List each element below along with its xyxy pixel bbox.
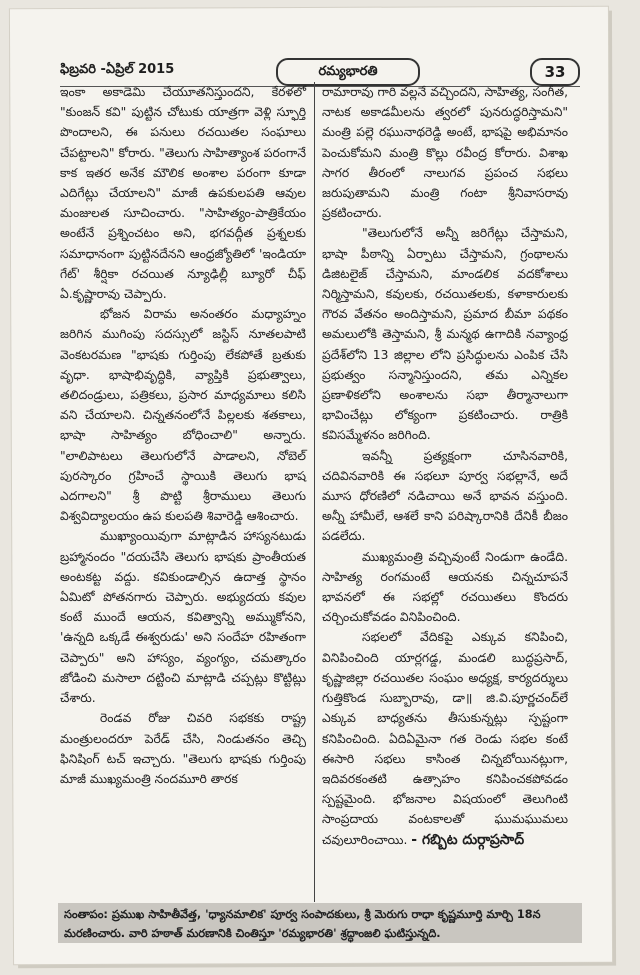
- paragraph: భోజన విరామ అనంతరం మధ్యాహ్నం జరిగిన ముగింపు సదస్సులో జస్టిస్ నూతలపాటి వెంకటరమణ "భాషకు గుర్తింపు లేకపోతే బ్రతుకు వృధా. భాషాభివృద్ధికి, వ్యాప్తికి ప్రభుత్వాలు, తలిదండ్రులు, పత్రికలు, ప్రసార మాధ్యమాలు కలిసి వని చేయాలని. చిన్నతనంలోనే పిల్లలకు శతకాలు, భాషా సాహిత్యం బోధించాలి" అన్నారు. "లాలిపాటలు తెలుగులోనే పాడాలని, నోబెల్ పురస్కారం గ్రహించే స్థాయికి తెలుగు భాష ఎదగాలని" శ్రీ పొట్టి శ్రీరాములు తెలుగు విశ్వవిద్యాలయం ఉప కులపతి శివారెడ్డి ఆశించారు.: [60, 307, 306, 524]
- right-column: [322, 82, 568, 850]
- paragraph: రామారావు గారి వల్లనే వచ్చిందని, సాహిత్య, సంగీత, నాటక అకాడమీలను త్వరలో పునరుద్ధరిస్తామని" మంత్రి పల్లె రఘునాథరెడ్డి అంటే, భాషపై అభిమానం పెంచుకోమని మంత్రి కొల్లు రవీంద్ర కోరారు. విశాఖ సాగర తీరంలో నాలుగవ ప్రపంచ సభలు జరుపుతామని మంత్రి గంటా శ్రీనివాసరావు ప్రకటించారు.: [322, 85, 568, 221]
- paragraph-text: సభలలో వేదికపై ఎక్కువ కనిపించి, వినిపించింది యార్లగడ్డ, మండలి బుద్ధప్రసాద్, కృష్ణాజిల్లా రచయితల సంఘం అధ్యక్ష, కార్యదర్శులు గుత్తికొండ సుబ్బారావు, డా॥ జి.వి.పూర్ణచంద్‌లే ఎక్కువ బాధ్యతను తీసుకున్నట్లు స్పష్టంగా కనిపించింది. ఏదిఏమైనా గత రెండు సభల కంటే ఈసారి సభలు కాసింత చిన్నబోయినట్లుగా, ఇదివరకంతటి ఉత్సాహం కనిపించకపోవడం స్పష్టమైంది. భోజనాల విషయంలో తెలుగింటి సాంప్రదాయ వంటకాలతో ఘుమఘుమలు చవులూరించాయి.: [322, 630, 568, 847]
- paragraph: ముఖ్యాంయివుగా మాట్లాడిన హాస్యనటుడు బ్రహ్మానందం "దయచేసి తెలుగు భాషకు ప్రాంతీయత అంటకట్ట వద్దు. కవికుండాల్సిన ఉదాత్త స్థానం ఏమిటో పోతనగారు చెప్పారు. అభ్యుదయ కవుల కంటే ముందే ఆయన, కవిత్వాన్ని అమ్ముకోనని, 'ఉన్నది ఒక్కడే ఈశ్వరుడు' అని సందేహ రహితంగా చెప్పారు" అని హాస్యం, వ్యంగ్యం, చమత్కారం జోడించి మసాలా దట్టించి మాట్లాడి చప్పట్లు కొట్టిట్లు చేశారు.: [60, 529, 306, 706]
- author-signature: - గబ్బిట దుర్గాప్రసాద్: [411, 831, 525, 848]
- paragraph: ముఖ్యమంత్రి వచ్చివుంటే నిండుగా ఉండేది. సాహిత్య రంగమంటే ఆయనకు చిన్నచూపనే భావనలో ఈ సభల్లో రచయితలు కొందరు చర్చించుకోవడం వినిపించింది.: [322, 549, 568, 625]
- paragraph: "తెలుగులోనే అన్నీ జరిగేట్లు చేస్తామని, భాషా పీఠాన్ని ఏర్పాటు చేస్తామని, గ్రంథాలను డిజిటలైజ్ చేస్తామని, మాండలిక వదకోశాలు నిర్మిస్తామని, కవులకు, రచయితలకు, కళాకారులకు గౌరవ వేతనం అందిస్తామని, ప్రమాద బీమా పథకం అమలులోకి తెస్తామని, శ్రీ మన్మథ ఉగాదికి నవ్యాంధ్ర ప్రదేశ్‌లోని 13 జిల్లాల లోని ప్రసిద్ధులను ఎంపిక చేసి ప్రభుత్వం సన్మానిస్తుందని, తమ ఎన్నికల ప్రణాళికలోని అంశాలను సభా తీర్మానాలుగా భావించేట్లు లోక్యంగా ప్రకటించారు. రాత్రికి కవిసమ్మేళనం జరిగింది.: [322, 226, 568, 443]
- paragraph: ఇంకా అకాడెమి చేయూతనిస్తుందని, కేరళలో "కుంజన్ కవి" పుట్టిన చోటుకు యాత్రగా వెళ్లి స్ఫూర్తి పొందాలని, ఈ పనులు రచయితల సంఘాలు చేపట్టాలని" కోరారు. "తెలుగు సాహిత్యాంశ పరంగానే కాక ఇతర అనేక మౌలిక అంశాల పరంగా కూడా ఎదిగేట్లు చేయాలని" మాజీ ఉపకులపతి ఆవుల మంజులత సూచించారు. "సాహిత్యం-పాత్రికేయం అంటేనే ప్రశ్నించటం అని, భగవద్గీత ప్రశ్నలకు సమాధానంగా పుట్టినదేనని ఆంధ్రజ్యోతిలో 'ఇండియా గేట్' శీర్షికా రచయిత న్యూఢిల్లీ బ్యూరో చీఫ్ ఏ.కృష్ణారావు చెప్పారు.: [60, 85, 306, 302]
- issue-date: ఫిబ్రవరి -ఏప్రిల్ 2015: [60, 62, 175, 77]
- condolence-note: సంతాపం: ప్రముఖ సాహితీవేత్త, 'ధ్యానమాలిక' పూర్వ సంపాదకులు, శ్రీ మెరుగు రాధా కృష్ణమూర్తి మార్చి 18న మరణించారు. వారి హఠాత్ మరణానికి చింతిస్తూ 'రమ్యభారతి' శ్రద్ధాంజలి ఘటిస్తున్నది.: [58, 903, 582, 943]
- column-divider: [314, 82, 315, 902]
- paragraph: [322, 627, 568, 849]
- page-header: [60, 58, 580, 84]
- page-number: 33: [530, 58, 580, 86]
- left-column: [60, 82, 306, 789]
- magazine-title: రమ్యభారతి: [276, 58, 420, 86]
- paragraph: రెండవ రోజు చివరి సభకకు రాష్ట్ర మంత్రులందరూ పెరేడ్ చేసి, నిండుతనం తెచ్చి ఫినిషింగ్ టచ్ ఇచ్చారు. "తెలుగు భాషకు గుర్తింపు మాజీ ముఖ్యమంత్రి నందమూరి తారక: [60, 711, 306, 786]
- paragraph: ఇవన్నీ ప్రత్యక్షంగా చూసినవారికి, చదివినవారికి ఈ సభలూ పూర్వ సభల్లానే, అదే మూస ధోరణిలో నడిచాయి అనే భావన వస్తుంది. అన్నీ హామీలే, ఆశలే కాని పరిష్కారానికి దేనికీ బీజం పడలేదు.: [322, 448, 568, 544]
